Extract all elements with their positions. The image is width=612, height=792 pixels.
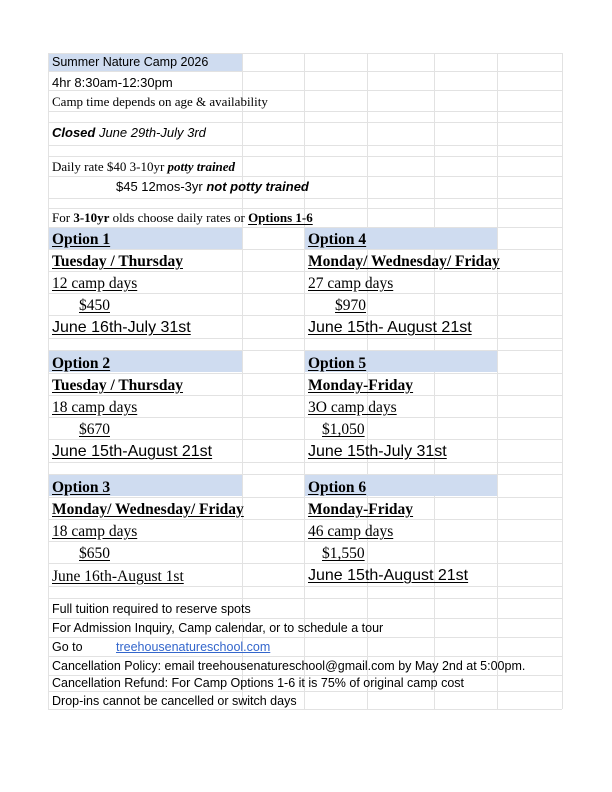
- options-range: Options 1-6: [248, 210, 313, 225]
- option-5-title: Option 5: [308, 355, 367, 372]
- option-5-price: $1,050: [322, 421, 365, 438]
- inquiry-note: For Admission Inquiry, Camp calendar, or to schedule a tour: [52, 621, 384, 635]
- option-2-dates: June 15th-August 21st: [52, 443, 213, 460]
- closed-label: Closed: [52, 125, 96, 140]
- option-1-title: Option 1: [52, 231, 111, 248]
- option-2-days: Tuesday / Thursday: [52, 377, 183, 394]
- dropins-note: Drop-ins cannot be cancelled or switch days: [52, 694, 297, 708]
- option-6-dates: June 15th-August 21st: [308, 567, 469, 584]
- rate-line2-emph: not potty trained: [206, 179, 309, 194]
- option-1-dates: June 16th-July 31st: [52, 319, 191, 336]
- option-3-title: Option 3: [52, 479, 111, 496]
- option-4-dates: June 15th- August 21st: [308, 319, 472, 336]
- tuition-note: Full tuition required to reserve spots: [52, 602, 251, 616]
- option-5-days: Monday-Friday: [308, 377, 414, 394]
- option-6-days: Monday-Friday: [308, 501, 414, 518]
- cancellation-policy: Cancellation Policy: email treehousenatureschool@gmail.com by May 2nd at 5:00pm.: [52, 659, 526, 673]
- closed-notice: [52, 126, 206, 139]
- option-3-days: Monday/ Wednesday/ Friday: [52, 501, 244, 518]
- option-6-count: 46 camp days: [308, 523, 394, 540]
- age-range: 3-10yr: [73, 210, 110, 225]
- option-1-price: $450: [79, 297, 110, 314]
- page-title: Summer Nature Camp 2026: [49, 54, 242, 71]
- option-2-title: Option 2: [52, 355, 111, 372]
- cancellation-refund: Cancellation Refund: For Camp Options 1-6 it is 75% of original camp cost: [52, 676, 464, 690]
- option-2-price: $670: [79, 421, 110, 438]
- camp-time-note: Camp time depends on age & availability: [52, 94, 268, 109]
- option-4-title: Option 4: [308, 231, 367, 248]
- option-6-title: Option 6: [308, 479, 367, 496]
- daily-rate-potty-trained: [52, 160, 235, 173]
- rate-line1-emph: potty trained: [167, 159, 236, 174]
- option-2-count: 18 camp days: [52, 399, 138, 416]
- daily-rate-not-potty-trained: [116, 180, 309, 193]
- website-link[interactable]: treehousenatureschool.com: [116, 640, 271, 654]
- option-3-count: 18 camp days: [52, 523, 138, 540]
- option-1-days: Tuesday / Thursday: [52, 253, 183, 270]
- option-5-dates: June 15th-July 31st: [308, 443, 447, 460]
- option-5-count: 3O camp days: [308, 399, 397, 416]
- option-3-dates: June 16th-August 1st: [52, 568, 184, 585]
- rate-line2-prefix: $45 12mos-3yr: [116, 179, 207, 194]
- option-6-price: $1,550: [322, 545, 365, 562]
- option-4-price: $970: [335, 297, 366, 314]
- option-4-count: 27 camp days: [308, 275, 394, 292]
- option-4-days: Monday/ Wednesday/ Friday: [308, 253, 500, 270]
- closed-dates: June 29th-July 3rd: [95, 125, 206, 140]
- rate-line1-prefix: Daily rate $40 3-10yr: [52, 159, 168, 174]
- option-1-count: 12 camp days: [52, 275, 138, 292]
- go-to-label: Go to: [52, 640, 83, 654]
- camp-hours: 4hr 8:30am-12:30pm: [52, 75, 173, 90]
- option-3-price: $650: [79, 545, 110, 562]
- options-intro: For 3-10yr olds choose daily rates or Options 1-6: [52, 210, 313, 225]
